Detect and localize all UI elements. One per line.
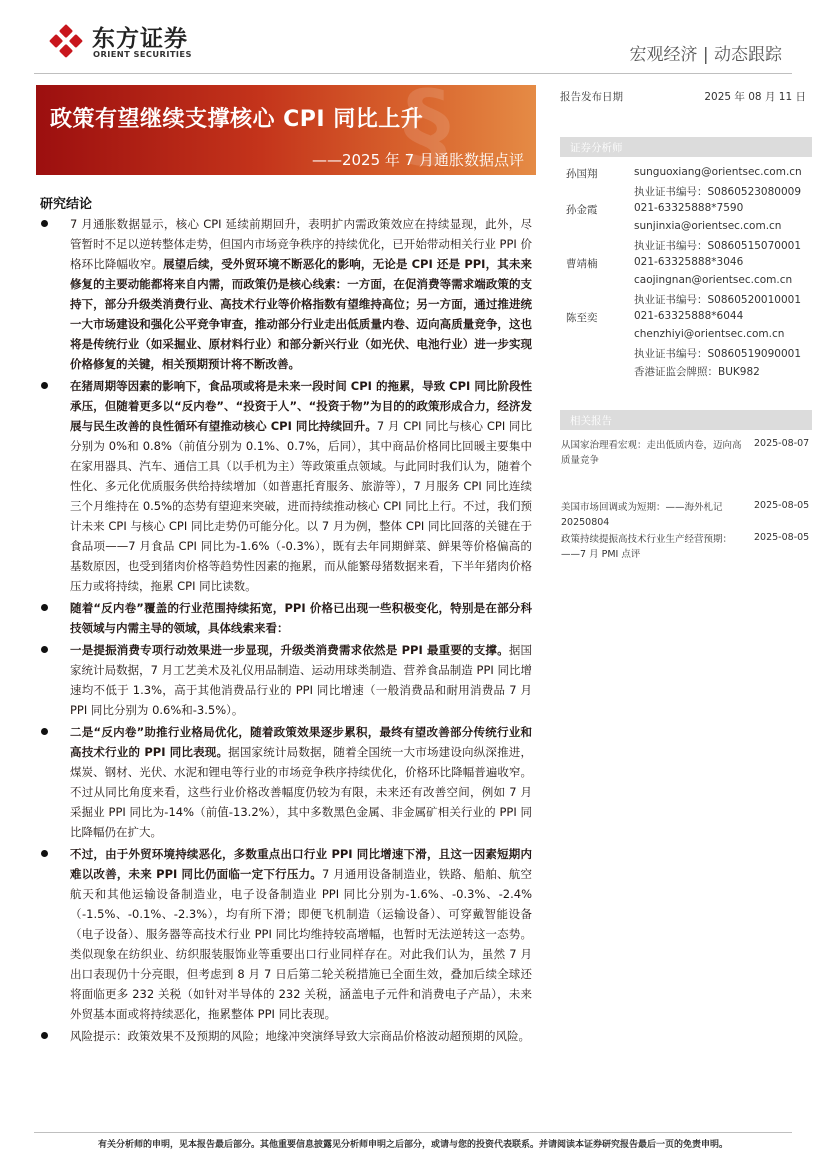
paragraph-text: 据国家统计局数据，随着全国统一大市场建设向纵深推进，煤炭、钢材、光伏、水泥和锂电等行业的市场竞争秩序持续优化，价格环比降幅普遍收窄。不过从同比角度来看，这些行业价格改善幅度仍较为有限，未来还有改善空间，例如 7 月采掘业 PPI 同比为-14%（前值-13.2%），其中多数黑色金属、非金属矿相关行业的 PPI 同比降幅仍在扩大。: [70, 745, 532, 839]
related-report-link[interactable]: 美国市场回调或为短期：——海外札记20250804: [561, 502, 723, 528]
publish-date: 2025 年 08 月 11 日: [704, 91, 806, 103]
header-divider: [34, 73, 792, 74]
report-title: 政策有望继续支撑核心 CPI 同比上升: [50, 107, 424, 132]
paragraph-emphasis: 展望后续，受外贸环境不断恶化的影响，无论是 CPI 还是 PPI，其未来修复的主要动能都将来自内需，而政策仍是核心线索：一方面，在促消费等需求端政策的支持下，部分升级类消费行业、高技术行业等价格指数有望维持高位；另一方面，通过推进统一大市场建设和强化公平竞争审查，推动部分行业走出低质量内卷、迈向高质量竞争，这也将是传统行业（如采掘业、原材料行业）和部分新兴行业（如光伏、电池行业）进一步实现价格修复的关键，相关预期预计将不断改善。: [70, 257, 533, 371]
paragraph-emphasis: 一是提振消费专项行动效果进一步显现，升级类消费需求依然是 PPI 最重要的支撑。: [70, 643, 509, 657]
company-logo-icon: [48, 23, 84, 59]
analyst-email: sunguoxiang@orientsec.com.cn: [634, 166, 802, 178]
related-reports-heading: 相关报告: [570, 415, 612, 427]
bullet-icon: [41, 382, 48, 389]
analyst-license: 执业证书编号：S0860523080009: [634, 186, 802, 198]
paragraph-text: 7 月 CPI 同比与核心 CPI 同比分别为 0%和 0.8%（前值分别为 0.1%、0.7%，后同），其中商品价格同比回暖主要集中在家用器具、汽车、通信工具（以手机为主）等政策重点领域。与此同时我们认为，随着个性化、多元化优质服务供给持续增加（如普惠托育服务、旅游等），7 月服务 CPI 同比连续三个月维持在 0.5%的态势有望迎来突破，进而持续推动核心 CPI 同比上行。不过，我们预计未来 CPI 与核心 CPI 同比走势仍可能分化。以 7 月为例，整体 CPI 同比回落的关键在于食品项——7 月食品 CPI 同比为-1.6%（-0.3%），既有去年同期鲜菜、鲜果等价格偏高的基数原因，也受到猪肉价格等趋势性因素的拖累，而从能繁母猪数据来看，下半年猪肉价格压力或将持续，拖累 CPI 同比读数。: [70, 419, 532, 593]
risk-warning: [40, 1026, 532, 1046]
paragraph-emphasis: 不过，由于外贸环境持续恶化，多数重点出口行业 PPI 同比增速下滑，且这一因素短期内难以改善，未来 PPI 同比仍面临一定下行压力。: [70, 847, 532, 881]
paragraph-text: 风险提示：政策效果不及预期的风险；地缘冲突演绎导致大宗商品价格波动超预期的风险。: [70, 1029, 530, 1043]
publish-date-label: 报告发布日期: [560, 91, 623, 103]
conclusion-paragraph: [40, 722, 532, 842]
related-report-link[interactable]: 从国家治理看宏观：走出低质内卷，迈向高质量竞争: [561, 440, 742, 466]
bullet-icon: [41, 220, 48, 227]
conclusion-paragraph: [40, 844, 532, 1024]
analyst-name: 曹靖楠: [566, 258, 598, 270]
bullet-icon: [41, 646, 48, 653]
analyst-phone: 021-63325888*3046: [634, 256, 744, 268]
related-report-date: 2025-08-05: [754, 532, 810, 543]
footer-divider: [34, 1132, 792, 1133]
brand-name-cn: 东方证券: [92, 26, 188, 52]
conclusion-paragraph: [40, 214, 532, 374]
document-type: 宏观经济 | 动态跟踪: [629, 45, 782, 65]
title-banner: [36, 85, 536, 175]
section-heading: 研究结论: [40, 197, 93, 212]
analyst-license: 执业证书编号：S0860519090001: [634, 348, 802, 360]
analyst-name: 孙国翔: [566, 168, 598, 180]
report-subtitle: ——2025 年 7 月通胀数据点评: [311, 151, 524, 169]
conclusion-paragraph: [40, 598, 532, 638]
bullet-icon: [41, 604, 48, 611]
analyst-phone: 021-63325888*7590: [634, 202, 744, 214]
analyst-email: sunjinxia@orientsec.com.cn: [634, 220, 782, 232]
banner-watermark-icon: §: [403, 85, 450, 175]
conclusion-paragraph: [40, 640, 532, 720]
analyst-name: 孙金霞: [566, 204, 598, 216]
paragraph-text: 7 月通用设备制造业，铁路、船舶、航空航天和其他运输设备制造业，电子设备制造业 PPI 同比分别为-1.6%、-0.3%、-2.4%（-1.5%、-0.1%、-2.3%），均有所下滑；即便飞机制造（运输设备）、可穿戴智能设备（电子设备）、服务器等高技术行业 PPI 同比均维持较高增幅，也暂时无法逆转这一态势。类似现象在纺织业、纺织服装服饰业等重要出口行业同样存在。对此我们认为，虽然 7 月出口表现仍十分亮眼，但考虑到 8 月 7 日后第二轮关税措施已全面生效，叠加后续全球还将面临更多 232 关税（如针对半导体的 232 关税，涵盖电子元件和消费电子产品），未来外贸基本面或将持续恶化，拖累整体 PPI 同比表现。: [70, 867, 532, 1021]
footer-disclaimer: 有关分析师的申明，见本报告最后部分。其他重要信息披露见分析师申明之后部分，或请与您的投资代表联系。并请阅读本证券研究报告最后一页的免责申明。: [97, 1140, 728, 1150]
analyst-email: chenzhiyi@orientsec.com.cn: [634, 328, 785, 340]
bullet-icon: [41, 728, 48, 735]
analyst-license: 执业证书编号：S0860520010001: [634, 294, 802, 306]
analysts-header: [560, 137, 812, 157]
related-reports-header: [560, 410, 812, 430]
conclusion-paragraph: [40, 376, 532, 596]
related-report-link[interactable]: 政策持续提振高技术行业生产经营预期：——7 月 PMI 点评: [561, 534, 733, 560]
paragraph-emphasis: 随着“反内卷”覆盖的行业范围持续拓宽，PPI 价格已出现一些积极变化，特别是在部分科技领域与内需主导的领域，具体线索来看：: [70, 601, 532, 635]
analyst-name: 陈至奕: [566, 312, 598, 324]
bullet-icon: [41, 850, 48, 857]
analyst-email: caojingnan@orientsec.com.cn: [634, 274, 793, 286]
analyst-hk-license: 香港证监会牌照：BUK982: [634, 366, 760, 378]
analyst-license: 执业证书编号：S0860515070001: [634, 240, 802, 252]
analysts-heading: 证券分析师: [570, 142, 623, 154]
brand-name-en: ORIENT SECURITIES: [93, 49, 192, 59]
conclusion-body: [40, 214, 532, 1046]
bullet-icon: [41, 1032, 48, 1039]
related-report-date: 2025-08-07: [754, 438, 810, 449]
paragraph-emphasis: 在猪周期等因素的影响下，食品项或将是未来一段时间 CPI 的拖累，导致 CPI 同比阶段性承压，但随着更多以“反内卷”、“投资于人”、“投资于物”为目的的政策形成合力，经济发展与民生改善的良性循环有望推动核心 CPI 同比持续回升。: [70, 379, 532, 433]
analyst-phone: 021-63325888*6044: [634, 310, 744, 322]
related-report-date: 2025-08-05: [754, 500, 810, 511]
paragraph-emphasis: 二是“反内卷”助推行业格局优化，随着政策效果逐步累积，最终有望改善部分传统行业和高技术行业的 PPI 同比表现。: [70, 725, 532, 759]
paragraph-text: 7 月通胀数据显示，核心 CPI 延续前期回升，表明扩内需政策效应在持续显现，此外，尽管暂时不足以逆转整体走势，但国内市场竞争秩序的持续优化，已开始带动相关行业 PPI 价格环比降幅收窄。: [70, 217, 532, 271]
paragraph-text: 据国家统计局数据，7 月工艺美术及礼仪用品制造、运动用球类制造、营养食品制造 PPI 同比增速均不低于 1.3%，高于其他消费品行业的 PPI 同比增速（一般消费品和耐用消费品 7 月 PPI 同比分别为 0.6%和-3.5%）。: [70, 643, 533, 717]
